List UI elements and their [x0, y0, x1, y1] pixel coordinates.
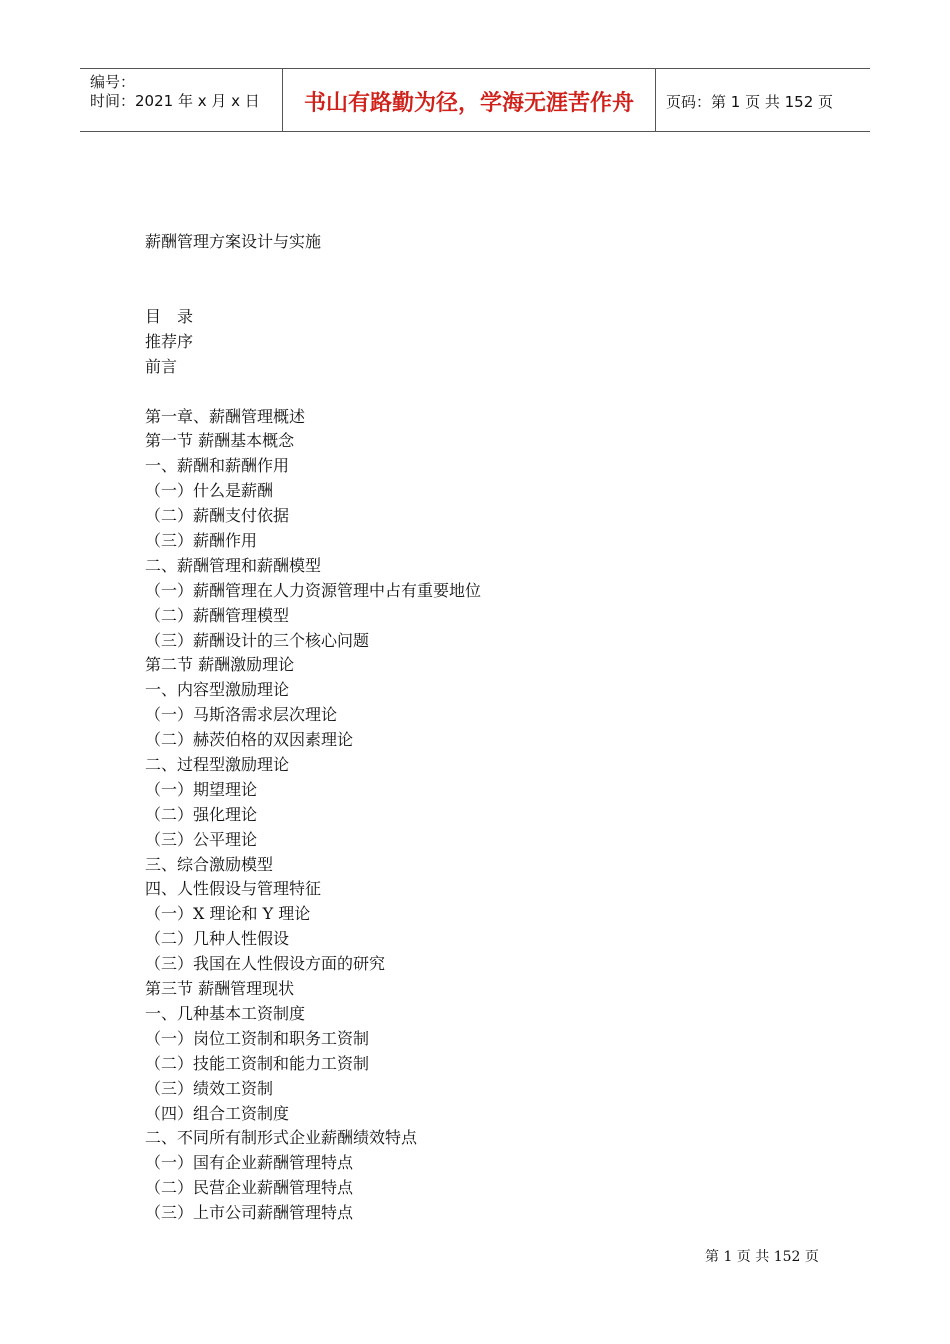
- header-page-info: 页码：第 1 页 共 152 页: [666, 92, 834, 111]
- document-title: 薪酬管理方案设计与实施: [145, 232, 322, 251]
- page-footer: 第 1 页 共 152 页: [705, 1249, 819, 1265]
- page-header: [80, 68, 870, 132]
- toc-entry: 一、几种基本工资制度: [145, 1003, 306, 1023]
- toc-entry: （三）薪酬设计的三个核心问题: [145, 630, 370, 650]
- toc-entry: 推荐序: [145, 331, 194, 351]
- toc-spacer: [145, 380, 481, 405]
- toc-entry: 二、不同所有制形式企业薪酬绩效特点: [145, 1128, 418, 1148]
- toc-entry: （四）组合工资制度: [145, 1103, 290, 1123]
- toc-entry: 第二节 薪酬激励理论: [145, 655, 295, 675]
- toc-entry: （一）期望理论: [145, 779, 258, 799]
- header-slogan: 书山有路勤为径，学海无涯苦作舟: [282, 69, 656, 131]
- toc-entry: （二）几种人性假设: [145, 929, 290, 949]
- toc-entry: （三）我国在人性假设方面的研究: [145, 954, 386, 974]
- toc-entry: （二）民营企业薪酬管理特点: [145, 1178, 354, 1198]
- toc-entry: 三、综合激励模型: [145, 854, 274, 874]
- toc-entry: 第一章、薪酬管理概述: [145, 406, 306, 426]
- toc-entry: 四、人性假设与管理特征: [145, 879, 322, 899]
- toc-entry: （二）技能工资制和能力工资制: [145, 1053, 370, 1073]
- toc-entry: （二）薪酬支付依据: [145, 506, 290, 526]
- toc-entry: （一）国有企业薪酬管理特点: [145, 1153, 354, 1173]
- toc-entry: （一）什么是薪酬: [145, 481, 274, 501]
- toc-entry: （一）马斯洛需求层次理论: [145, 705, 338, 725]
- toc-entry: 一、薪酬和薪酬作用: [145, 456, 290, 476]
- serial-label: 编号：: [90, 73, 136, 91]
- toc-entry: （一）X 理论和 Y 理论: [145, 904, 311, 924]
- toc-entry: （三）上市公司薪酬管理特点: [145, 1203, 354, 1223]
- toc-entry: 二、过程型激励理论: [145, 755, 290, 775]
- toc-entry: （三）绩效工资制: [145, 1078, 274, 1098]
- toc-entry: （三）公平理论: [145, 829, 258, 849]
- toc-entry: 前言: [145, 356, 178, 376]
- toc-entry: （一）薪酬管理在人力资源管理中占有重要地位: [145, 580, 482, 600]
- table-of-contents: [145, 305, 481, 1226]
- toc-entry: （二）薪酬管理模型: [145, 605, 290, 625]
- toc-entry: 一、内容型激励理论: [145, 680, 290, 700]
- toc-entry: 目 录: [145, 307, 194, 326]
- toc-entry: （二）赫茨伯格的双因素理论: [145, 730, 354, 750]
- time-label: 时间：2021 年 x 月 x 日: [90, 92, 260, 110]
- toc-entry: 二、薪酬管理和薪酬模型: [145, 555, 322, 575]
- toc-entry: （二）强化理论: [145, 804, 258, 824]
- toc-entry: （三）薪酬作用: [145, 531, 258, 551]
- header-meta: [80, 69, 282, 131]
- toc-entry: （一）岗位工资制和职务工资制: [145, 1028, 370, 1048]
- toc-entry: 第一节 薪酬基本概念: [145, 431, 295, 451]
- toc-entry: 第三节 薪酬管理现状: [145, 979, 295, 999]
